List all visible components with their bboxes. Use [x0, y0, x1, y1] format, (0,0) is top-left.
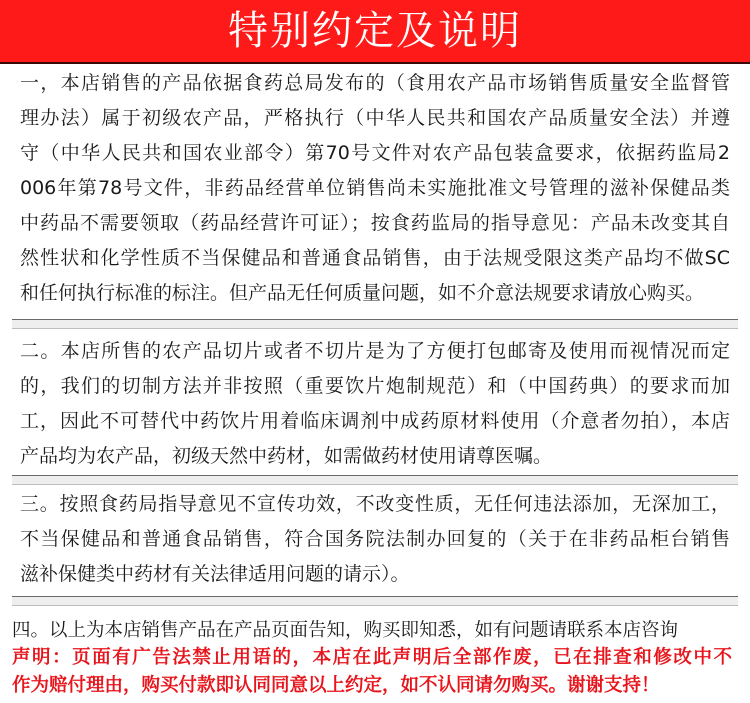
disclaimer-line: 作为赔付理由，购买付款即认同同意以上约定，如不认同请勿购买。谢谢支持！ — [12, 675, 660, 696]
section-3-line: 滋补保健类中药材有关法律适用问题的请示）。 — [20, 563, 410, 585]
section-1-line: 然性状和化学性质不当保健品和普通食品销售，由于法规受限这类产品均不做SC — [20, 247, 730, 269]
section-1 — [20, 66, 730, 311]
section-divider — [12, 475, 738, 485]
section-1-line: 一，本店销售的产品依据食药总局发布的（食用农产品市场销售质量安全监督管 — [20, 72, 730, 94]
section-3-line: 不当保健品和普通食品销售，符合国务院法制办回复的（关于在非药品柜台销售 — [20, 528, 730, 550]
section-3-line: 三。按照食药局指导意见不宣传功效，不改变性质，无任何违法添加，无深加工， — [20, 493, 730, 515]
section-3 — [20, 487, 730, 592]
section-1-line: 006年第78号文件，非药品经营单位销售尚未实施批准文号管理的滋补保健品类 — [20, 177, 730, 199]
section-2-line: 的，我们的切制方法并非按照（重要饮片炮制规范）和（中国药典）的要求而加 — [20, 375, 730, 397]
section-2-line: 产品均为农产品，初级天然中药材，如需做药材使用请尊医嘱。 — [20, 445, 553, 467]
section-1-line: 守（中华人民共和国农业部令）第70号文件对农产品包装盒要求，依据药监局2 — [20, 142, 730, 164]
disclaimer-line: 声明：页面有广告法禁止用语的，本店在此声明后全部作废，已在排查和修改中不 — [12, 647, 732, 668]
section-2 — [20, 334, 730, 474]
section-1-line: 和任何执行标准的标注。但产品无任何质量问题，如不介意法规要求请放心购买。 — [20, 282, 705, 304]
section-2-line: 二。本店所售的农产品切片或者不切片是为了方便打包邮寄及使用而视情况而定 — [20, 340, 730, 362]
section-1-line: 中药品不需要领取（药品经营许可证）；按食药监局的指导意见：产品未改变其自 — [20, 212, 730, 234]
footer-line: 四。以上为本店销售产品在产品页面告知，购买即知悉，如有问题请联系本店咨询 — [12, 620, 679, 641]
footer-notice — [12, 614, 738, 648]
disclaimer-notice — [12, 644, 732, 700]
section-divider — [12, 596, 738, 606]
page-title: 特别约定及说明 — [228, 8, 522, 54]
section-1-line: 理办法）属于初级农产品，严格执行（中华人民共和国农产品质量安全法）并遵 — [20, 107, 730, 129]
title-banner — [0, 0, 750, 64]
section-2-line: 工，因此不可替代中药饮片用着临床调剂中成药原材料使用（介意者勿拍），本店 — [20, 410, 730, 432]
section-divider — [12, 319, 738, 329]
